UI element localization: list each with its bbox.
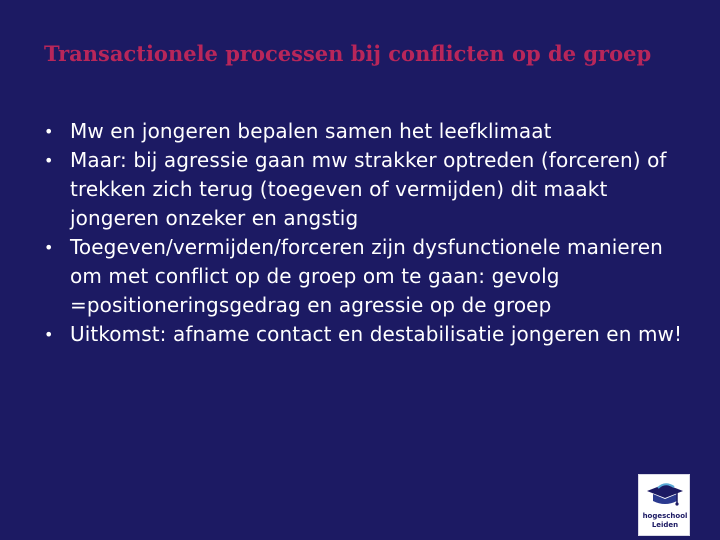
bullet-item bbox=[44, 117, 684, 146]
bullet-icon: • bbox=[44, 325, 54, 344]
bullet-icon: • bbox=[44, 151, 54, 170]
bullet-text: Toegeven/vermijden/forceren zijn dysfunctionele manieren om met conflict op de groep om te gaan: gevolg =positioneringsgedrag en agressie op de groep bbox=[70, 235, 663, 317]
logo-text-leiden: Leiden bbox=[651, 521, 679, 529]
bullet-icon: • bbox=[44, 238, 54, 257]
bullet-text: Uitkomst: afname contact en destabilisatie jongeren en mw! bbox=[70, 322, 683, 346]
hogeschool-leiden-logo-icon bbox=[644, 479, 686, 509]
slide-title: Transactionele processen bij conflicten op de groep bbox=[44, 41, 652, 66]
bullet-text: Mw en jongeren bepalen samen het leefklimaat bbox=[70, 119, 552, 143]
bullet-item bbox=[44, 146, 684, 233]
bullet-icon: • bbox=[44, 122, 54, 141]
logo-text-hogeschool: hogeschool bbox=[642, 512, 688, 520]
hogeschool-leiden-logo bbox=[638, 474, 690, 536]
bullet-item bbox=[44, 233, 684, 320]
bullet-item bbox=[44, 320, 684, 349]
bullet-text: Maar: bij agressie gaan mw strakker optreden (forceren) of trekken zich terug (toegeven of vermijden) dit maakt jongeren onzeker en angstig bbox=[70, 148, 667, 230]
bullet-list bbox=[44, 117, 684, 349]
